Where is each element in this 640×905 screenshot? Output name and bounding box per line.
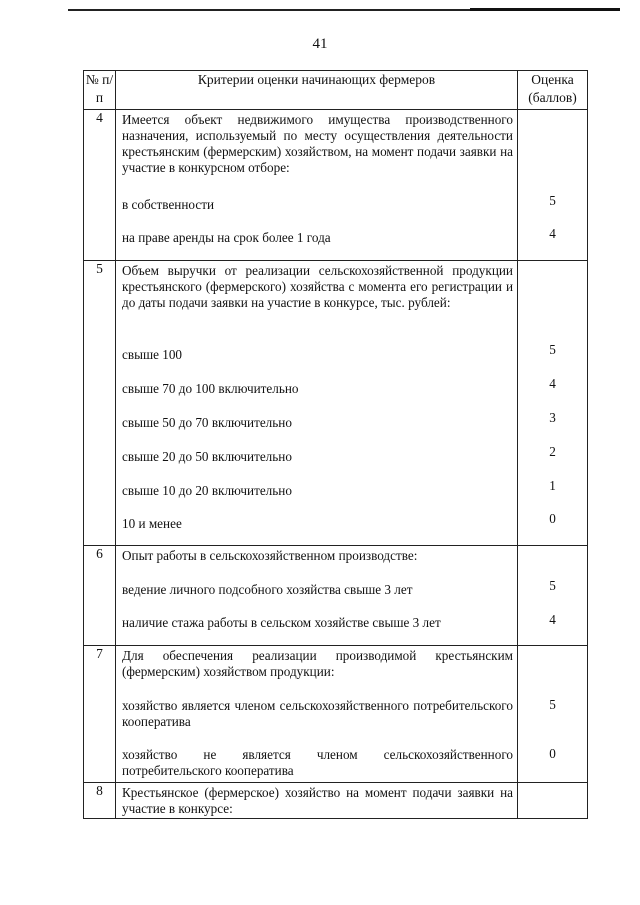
option-score: 5 (549, 697, 556, 712)
option-score: 2 (549, 444, 556, 459)
header-score: Оценка (баллов) (518, 71, 588, 110)
score-cell (518, 261, 588, 546)
option-label: ведение личного подсобного хозяйства свыше 3 лет (122, 582, 413, 597)
option-score: 3 (549, 410, 556, 425)
option-label: хозяйство является членом сельскохозяйственного потребительского кооператива (122, 698, 513, 729)
row-number: 5 (84, 261, 116, 546)
row-number: 7 (84, 646, 116, 783)
criterion-cell (116, 261, 518, 546)
option-score: 5 (549, 578, 556, 593)
row-number: 4 (84, 110, 116, 261)
option-score: 4 (549, 376, 556, 391)
table-header-row (84, 71, 588, 110)
score-cell (518, 646, 588, 783)
criterion-cell (116, 546, 518, 646)
option-label: свыше 20 до 50 включительно (122, 449, 292, 464)
criterion-text: Имеется объект недвижимого имущества производственного назначения, используемый по месту осуществления деятельности крестьянским (фермерским) хозяйством, на момент подачи заявки на участие в конкурсном отборе: (122, 112, 513, 175)
option-label: свыше 70 до 100 включительно (122, 381, 299, 396)
option-label: 10 и менее (122, 516, 182, 531)
criterion-cell (116, 110, 518, 261)
table-row (84, 546, 588, 646)
criterion-text: Для обеспечения реализации производимой крестьянским (фермерским) хозяйством продукции: (122, 648, 513, 679)
score-cell (518, 546, 588, 646)
option-label: свыше 10 до 20 включительно (122, 483, 292, 498)
option-label: на праве аренды на срок более 1 года (122, 230, 331, 245)
criteria-table (83, 70, 588, 819)
header-num: № п/п (84, 71, 116, 110)
header-criteria: Критерии оценки начинающих фермеров (116, 71, 518, 110)
top-rule-accent (470, 8, 620, 11)
page-number: 41 (312, 36, 328, 52)
table-row (84, 261, 588, 546)
row-number: 8 (84, 783, 116, 819)
option-score: 4 (549, 612, 556, 627)
criterion-text: Опыт работы в сельскохозяйственном производстве: (122, 548, 418, 563)
option-score: 5 (549, 193, 556, 208)
score-cell (518, 783, 588, 819)
criterion-cell (116, 783, 518, 819)
row-number: 6 (84, 546, 116, 646)
option-score: 4 (549, 226, 556, 241)
criterion-cell (116, 646, 518, 783)
option-score: 5 (549, 342, 556, 357)
option-score: 0 (549, 746, 556, 761)
option-label: наличие стажа работы в сельском хозяйстве свыше 3 лет (122, 615, 441, 630)
table-row (84, 783, 588, 819)
option-label: свыше 100 (122, 347, 183, 362)
score-cell (518, 110, 588, 261)
option-score: 0 (549, 511, 556, 526)
option-label: свыше 50 до 70 включительно (122, 415, 292, 430)
criterion-text: Крестьянское (фермерское) хозяйство на момент подачи заявки на участие в конкурсе: (122, 785, 513, 816)
option-score: 1 (549, 478, 556, 493)
table-row (84, 646, 588, 783)
option-label: хозяйство не является членом сельскохозяйственного потребительского кооператива (122, 747, 513, 778)
option-label: в собственности (122, 197, 215, 212)
criterion-text: Объем выручки от реализации сельскохозяйственной продукции крестьянского (фермерского) хозяйства с момента его регистрации и до даты подачи заявки на участие в конкурсе, тыс. рублей: (122, 263, 513, 310)
table-row (84, 110, 588, 261)
